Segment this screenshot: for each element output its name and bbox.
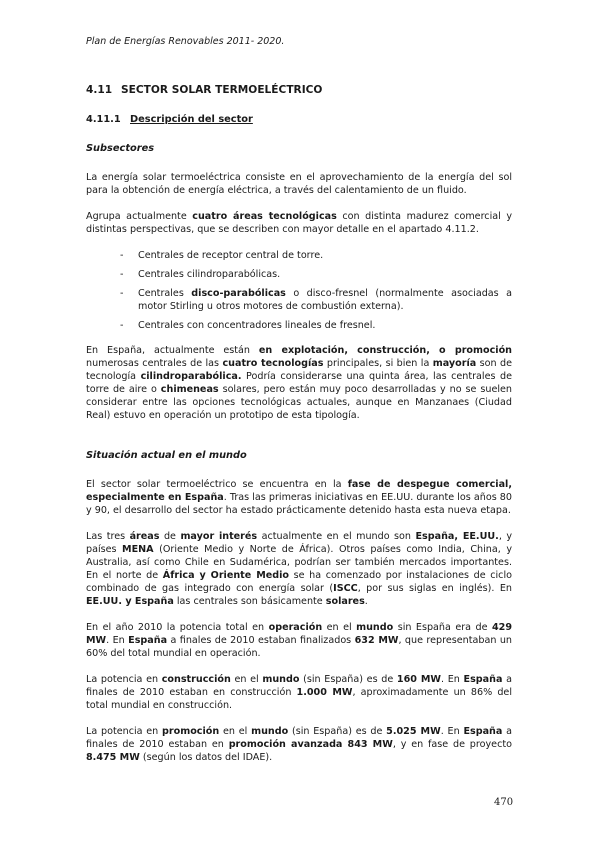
text-run: . En: [441, 674, 464, 685]
text-run: Podría considerarse una quinta área, las centrales de torre de aire o: [86, 371, 512, 395]
bold-text-run: África y Oriente Medio: [162, 570, 289, 581]
bold-text-run: mayoría: [432, 358, 477, 369]
bold-text-run: 8.475 MW: [86, 752, 140, 763]
text-run: La potencia en: [86, 674, 162, 685]
bold-text-run: España: [128, 635, 168, 646]
bold-text-run: fase de despegue comercial, especialmente en España: [86, 479, 512, 503]
bold-text-run: España: [463, 726, 503, 737]
subsection-heading: [86, 113, 512, 126]
text-run: . En: [440, 726, 464, 737]
text-run: principales, si bien la: [323, 358, 433, 369]
bold-text-run: 5.025 MW: [386, 726, 441, 737]
bold-text-run: cilindroparabólica.: [140, 371, 242, 382]
subsectores-paragraph-2: [86, 210, 512, 236]
list-item-text: [138, 250, 323, 261]
text-run: , y países: [86, 531, 513, 555]
text-run: Centrales cilindroparabólicas.: [138, 269, 281, 280]
text-run: las centrales son básicamente: [173, 596, 326, 607]
text-run: Las tres: [86, 531, 130, 542]
text-run: . Tras las primeras iniciativas en EE.UU. durante los años 80 y 90, el desarrollo del sector ha estado prácticamente detenido hasta esta nueva etapa.: [86, 492, 512, 516]
bold-text-run: promoción: [162, 726, 220, 737]
bold-text-run: en explotación, construcción, o promoción: [258, 345, 512, 356]
text-run: en el: [230, 674, 263, 685]
list-dash: -: [120, 320, 124, 331]
text-run: en el: [219, 726, 252, 737]
bold-text-run: mundo: [356, 622, 394, 633]
list-item: [86, 287, 512, 313]
text-run: (sin España) es de: [288, 726, 387, 737]
list-item: [86, 249, 512, 262]
text-run: (sin España) es de: [299, 674, 397, 685]
bold-text-run: cuatro áreas tecnológicas: [192, 211, 337, 222]
bold-text-run: España, EE.UU.: [415, 531, 499, 542]
bold-text-run: chimeneas: [160, 384, 219, 395]
page-number: 470: [494, 797, 514, 808]
text-run: El sector solar termoeléctrico se encuentra en la: [86, 479, 348, 490]
section-heading: [86, 84, 512, 97]
subsection-number: 4.11.1: [86, 114, 121, 125]
bold-text-run: disco-parabólicas: [191, 288, 286, 299]
text-run: En el año 2010 la potencia total en: [86, 622, 269, 633]
text-run: (Oriente Medio y Norte de África). Otros países como India, China, y Australia, así como Chile en Sudamérica, podrían ser también mercados importantes. En el norte de: [86, 544, 512, 581]
section-title: SECTOR SOLAR TERMOELÉCTRICO: [121, 84, 323, 96]
list-item: [86, 268, 512, 281]
bold-text-run: cuatro tecnologías: [222, 358, 324, 369]
text-run: o disco-fresnel (normalmente asociadas a motor Stirling u otros motores de combustión externa).: [138, 288, 512, 312]
situacion-paragraph-4: [86, 673, 512, 712]
text-run: Centrales con concentradores lineales de fresnel.: [138, 320, 376, 331]
bold-text-run: operación: [268, 622, 323, 633]
subsectores-paragraph-1: La energía solar termoeléctrica consiste en el aprovechamiento de la energía del sol para la obtención de energía eléctrica, a través del calentamiento de un fluido.: [86, 172, 512, 196]
text-run: En España, actualmente están: [86, 345, 259, 356]
page-content: [86, 84, 512, 777]
text-run: Agrupa actualmente: [86, 211, 193, 222]
bold-text-run: 1.000 MW: [296, 687, 353, 698]
bold-text-run: promoción avanzada 843 MW: [228, 739, 393, 750]
bold-text-run: mayor interés: [180, 531, 258, 542]
list-item-text: [138, 320, 375, 331]
bold-text-run: España: [463, 674, 503, 685]
text-run: , que representaban un 60% del total mundial en operación.: [86, 635, 512, 659]
text-run: de: [159, 531, 181, 542]
bold-text-run: ISCC: [333, 583, 358, 594]
text-run: a finales de 2010 estaban en construcción: [86, 674, 513, 698]
situacion-heading: Situación actual en el mundo: [86, 450, 247, 461]
list-item-text: [138, 269, 280, 280]
text-run: (según los datos del IDAE).: [139, 752, 273, 763]
list-item: [86, 319, 512, 332]
list-item-text: [138, 288, 512, 312]
technology-list: [86, 249, 512, 332]
bold-text-run: construcción: [161, 674, 231, 685]
bold-text-run: mundo: [262, 674, 300, 685]
bold-text-run: 429 MW: [86, 622, 512, 646]
bold-text-run: solares: [325, 596, 365, 607]
text-run: con distinta madurez comercial y distintas perspectivas, que se describen con mayor detalle en el apartado 4.11.2.: [86, 211, 512, 235]
subsectores-heading: Subsectores: [86, 143, 155, 154]
bold-text-run: mundo: [251, 726, 289, 737]
text-run: solares, pero están muy poco desarrolladas y no se suelen considerar entre las opciones tecnológicas actuales, aunque en Manzanaes (Ciudad Real) estuvo en operación un prototipo de esta tipología.: [86, 384, 512, 421]
subsectores-paragraph-3: [86, 344, 512, 422]
situacion-paragraph-2: [86, 530, 512, 608]
text-run: . En: [106, 635, 129, 646]
list-dash: -: [120, 269, 124, 280]
text-run: , y en fase de proyecto: [392, 739, 512, 750]
text-run: son de tecnología: [86, 358, 512, 382]
text-run: a finales de 2010 estaban finalizados: [167, 635, 355, 646]
situacion-paragraph-1: [86, 478, 512, 517]
text-run: actualmente en el mundo son: [257, 531, 416, 542]
text-run: La potencia en: [86, 726, 163, 737]
text-run: Centrales: [138, 288, 192, 299]
running-header: Plan de Energías Renovables 2011- 2020.: [86, 36, 285, 47]
list-dash: -: [120, 288, 124, 299]
text-run: sin España era de: [393, 622, 492, 633]
text-run: , por sus siglas en inglés). En: [357, 583, 512, 594]
text-run: a finales de 2010 estaban en: [86, 726, 513, 750]
bold-text-run: 632 MW: [354, 635, 399, 646]
situacion-paragraph-5: [86, 725, 512, 764]
situacion-paragraph-3: [86, 621, 512, 660]
bold-text-run: áreas: [129, 531, 160, 542]
subsection-title: Descripción del sector: [130, 114, 253, 125]
text-run: .: [364, 596, 368, 607]
bold-text-run: EE.UU. y España: [86, 596, 174, 607]
list-dash: -: [120, 250, 124, 261]
text-run: , aproximadamente un 86% del total mundial en construcción.: [86, 687, 512, 711]
bold-text-run: 160 MW: [396, 674, 442, 685]
text-run: Centrales de receptor central de torre.: [138, 250, 324, 261]
section-spacer: [86, 435, 512, 449]
section-number: 4.11: [86, 84, 113, 96]
text-run: numerosas centrales de las: [86, 358, 223, 369]
bold-text-run: MENA: [122, 544, 154, 555]
text-run: en el: [322, 622, 357, 633]
text-run: se ha comenzado por instalaciones de ciclo combinado de gas integrado con energía solar (: [86, 570, 512, 594]
